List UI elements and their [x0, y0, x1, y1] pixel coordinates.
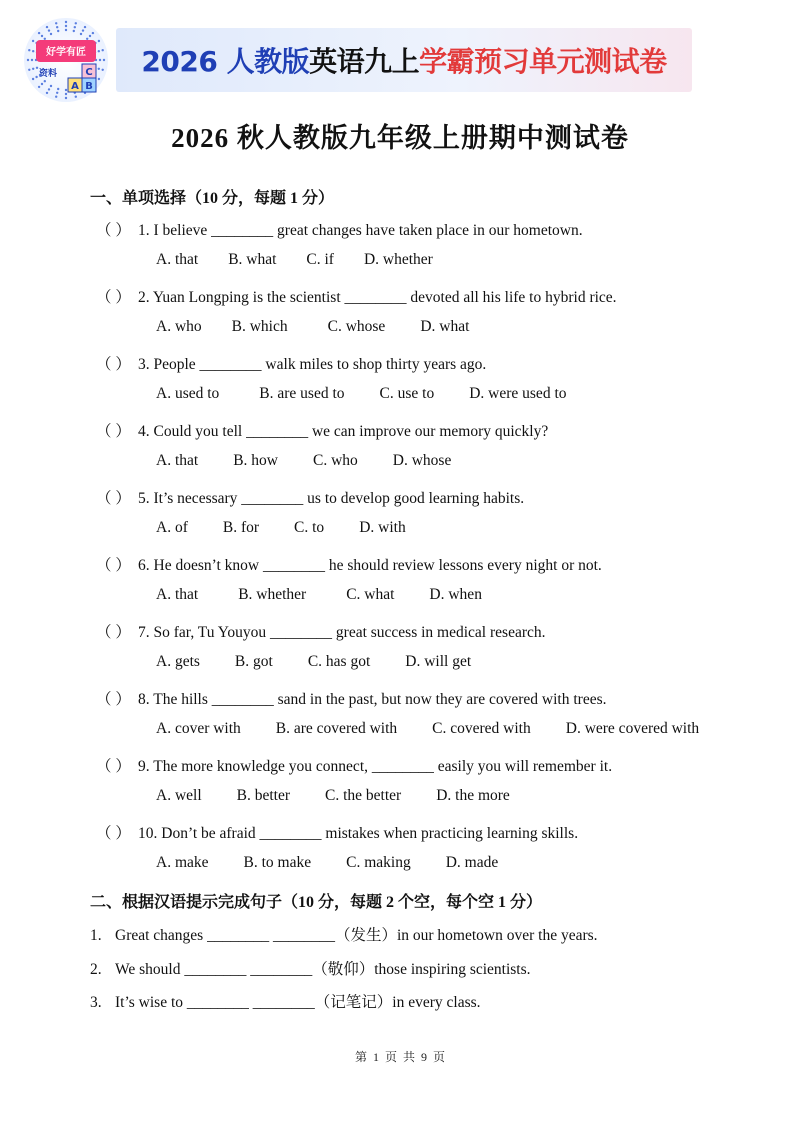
logo-dot [65, 93, 67, 95]
logo-letter-c: C [85, 67, 93, 78]
question-stem [96, 620, 546, 642]
answer-option: A. used to [156, 385, 220, 402]
logo-dot [75, 22, 77, 24]
answer-blank: （ ） [96, 423, 131, 440]
answer-option: B. whether [238, 586, 307, 603]
answer-option: B. got [234, 653, 273, 670]
logo-dot [84, 26, 86, 28]
question-text: 6. He doesn’t know ________ he should review lessons every night or not. [138, 557, 602, 574]
question-text: 5. It’s necessary ________ us to develop good learning habits. [138, 490, 525, 507]
section-heading-completion: 二、根据汉语提示完成句子（10 分，每题 2 个空，每个空 1 分） [90, 894, 543, 911]
completion-item [90, 990, 481, 1012]
option-row [156, 251, 463, 269]
answer-option: C. what [346, 586, 395, 603]
answer-option: A. cover with [156, 720, 241, 737]
logo-dot [89, 35, 91, 37]
logo-dot [102, 69, 104, 71]
completion-item-text: It’s wise to ________ ________（记笔记）in every class. [115, 994, 481, 1011]
answer-option: D. whether [363, 251, 433, 268]
option-row [156, 318, 499, 336]
answer-option: A. that [156, 586, 199, 603]
question-stem [96, 285, 617, 307]
answer-option: C. use to [379, 385, 435, 402]
question-stem [96, 486, 524, 508]
logo-dot [32, 50, 34, 52]
section-heading-multiple-choice: 一、单项选择（10 分，每题 1 分） [90, 190, 335, 207]
logo-dot [102, 49, 104, 51]
logo-dot [48, 88, 50, 90]
logo-dot [56, 92, 58, 94]
logo-dot [65, 25, 67, 27]
logo-dot [36, 67, 38, 69]
question-text: 9. The more knowledge you connect, ________ easily you will remember it. [138, 758, 613, 775]
series-banner [116, 28, 692, 92]
completion-item-text: Great changes ________ ________（发生）in our hometown over the years. [115, 927, 598, 944]
logo-dot [41, 83, 43, 85]
completion-item-number: 3. [90, 994, 102, 1011]
logo-dot [28, 49, 30, 51]
logo-dot [28, 69, 30, 71]
logo-dot [98, 40, 100, 42]
answer-option: A. make [156, 854, 209, 871]
question-text: 4. Could you tell ________ we can improve our memory quickly? [138, 423, 549, 440]
logo-dot [55, 22, 57, 24]
logo-dot [46, 26, 48, 28]
option-row [156, 787, 540, 805]
logo-dot [98, 78, 100, 80]
question-text: 3. People ________ walk miles to shop thirty years ago. [138, 356, 487, 373]
answer-option: B. are used to [259, 385, 345, 402]
logo-dot [41, 35, 43, 37]
completion-item-text: We should ________ ________（敬仰）those inspiring scientists. [115, 961, 531, 978]
answer-blank: （ ） [96, 490, 131, 507]
question-stem [96, 687, 607, 709]
question-text: 7. So far, Tu Youyou ________ great success in medical research. [138, 624, 546, 641]
logo-dot [99, 59, 101, 61]
answer-option: D. were used to [469, 385, 567, 402]
question-text: 10. Don’t be afraid ________ mistakes when practicing learning skills. [138, 825, 579, 842]
answer-option: D. what [420, 318, 470, 335]
banner-series: 学霸预习单元测试卷 [419, 45, 667, 78]
question-stem [96, 218, 583, 240]
answer-option: C. has got [307, 653, 371, 670]
answer-blank: （ ） [96, 825, 131, 842]
logo-text-top: 好学有匠 [46, 47, 86, 58]
logo-dot [32, 40, 34, 42]
answer-blank: （ ） [96, 289, 131, 306]
answer-blank: （ ） [96, 691, 131, 708]
question-text: 2. Yuan Longping is the scientist ________ devoted all his life to hybrid rice. [138, 289, 617, 306]
logo-letter-b: B [85, 81, 93, 92]
completion-item [90, 957, 531, 979]
question-stem [96, 821, 578, 843]
option-row [156, 519, 436, 537]
logo-dot [75, 96, 77, 98]
option-row [156, 385, 597, 403]
banner-subject: 英语九上 [309, 45, 420, 78]
logo-dot [38, 86, 40, 88]
logo-dot [98, 50, 100, 52]
logo-dot [35, 76, 37, 78]
answer-blank: （ ） [96, 624, 131, 641]
logo-dot [65, 97, 67, 99]
answer-option: C. who [312, 452, 358, 469]
completion-item-number: 1. [90, 927, 102, 944]
logo-dot [57, 30, 59, 32]
answer-option: B. to make [243, 854, 312, 871]
logo-dot [32, 78, 34, 80]
logo-letter-a: A [71, 81, 79, 92]
answer-option: B. what [228, 251, 277, 268]
completion-item-number: 2. [90, 961, 102, 978]
logo-text-bottom: 资料 [38, 69, 58, 79]
answer-option: A. of [156, 519, 188, 536]
logo-dot [57, 88, 59, 90]
logo-dot [80, 33, 82, 35]
logo-dot [65, 29, 67, 31]
answer-option: A. well [156, 787, 202, 804]
question-stem [96, 553, 602, 575]
answer-option: A. gets [156, 653, 200, 670]
answer-option: D. made [445, 854, 499, 871]
logo-dot [44, 80, 46, 82]
answer-option: C. the better [325, 787, 402, 804]
option-row [156, 452, 481, 470]
answer-option: C. if [306, 251, 334, 268]
answer-option: A. that [156, 452, 199, 469]
answer-option: B. for [222, 519, 260, 536]
exam-title: 2026 秋人教版九年级上册期中测试卷 [171, 123, 629, 153]
option-row [156, 854, 528, 872]
logo-dot [65, 89, 67, 91]
answer-option: C. whose [327, 318, 386, 335]
logo-dot [86, 38, 88, 40]
question-text: 1. I believe ________ great changes have taken place in our hometown. [138, 222, 583, 239]
logo-dot [55, 96, 57, 98]
logo-dot [27, 59, 29, 61]
answer-option: C. making [346, 854, 411, 871]
logo-dot [46, 92, 48, 94]
logo-dot [44, 38, 46, 40]
question-stem [96, 754, 612, 776]
logo-dot [65, 21, 67, 23]
answer-option: B. which [231, 318, 288, 335]
logo-dot [92, 32, 94, 34]
answer-option: A. that [156, 251, 199, 268]
logo-dot [82, 29, 84, 31]
banner-edition: 2026 人教版 [141, 45, 310, 78]
answer-option: C. covered with [432, 720, 531, 737]
logo-dot [73, 30, 75, 32]
question-stem [96, 419, 548, 441]
logo-dot [31, 59, 33, 61]
answer-blank: （ ） [96, 557, 131, 574]
answer-blank: （ ） [96, 356, 131, 373]
answer-option: C. to [294, 519, 325, 536]
publisher-logo [22, 16, 110, 104]
logo-dot [32, 68, 34, 70]
logo-dot [74, 26, 76, 28]
answer-option: B. how [233, 452, 278, 469]
logo-dot [103, 59, 105, 61]
answer-option: A. who [156, 318, 202, 335]
answer-option: B. are covered with [275, 720, 398, 737]
answer-blank: （ ） [96, 758, 131, 775]
option-row [156, 720, 729, 738]
answer-option: B. better [236, 787, 291, 804]
logo-dot [50, 85, 52, 87]
logo-dot [48, 29, 50, 31]
answer-option: D. with [359, 519, 406, 536]
answer-option: D. whose [392, 452, 452, 469]
logo-dot [56, 26, 58, 28]
logo-dot [50, 33, 52, 35]
completion-item [90, 923, 598, 945]
logo-dot [38, 32, 40, 34]
page-footer: 第 1 页 共 9 页 [354, 1050, 445, 1064]
question-text: 8. The hills ________ sand in the past, but now they are covered with trees. [138, 691, 607, 708]
option-row [156, 653, 501, 671]
answer-option: D. will get [405, 653, 472, 670]
question-stem [96, 352, 486, 374]
answer-option: D. when [429, 586, 482, 603]
answer-option: D. the more [436, 787, 510, 804]
logo-dot [98, 68, 100, 70]
answer-option: D. were covered with [565, 720, 700, 737]
answer-blank: （ ） [96, 222, 131, 239]
option-row [156, 586, 512, 604]
